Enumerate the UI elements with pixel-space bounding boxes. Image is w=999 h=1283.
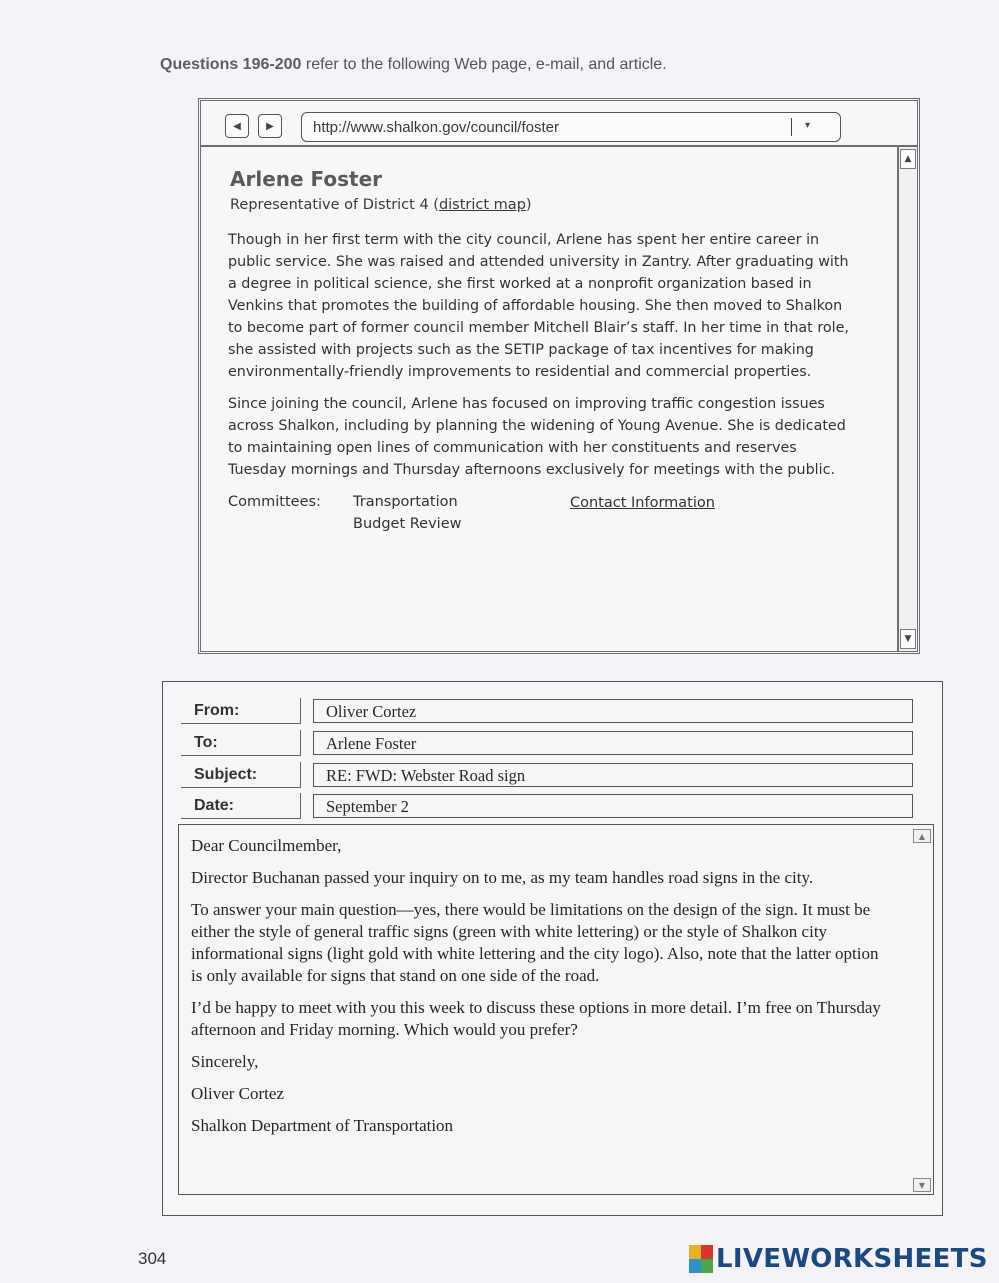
role-text: Representative of District 4 ( [230,197,439,213]
address-bar[interactable] [301,112,841,142]
date-field: September 2 [313,794,913,818]
email-paragraph-2: To answer your main question—yes, there would be limitations on the design of the sign. It must be either the style of general traffic signs (green with white lettering) or the style of Shalkon city informational signs (light gold with white lettering and the city logo). Also, note that the latter option is only available for signs that stand on one side of the road. [191,900,879,985]
bio-paragraph-2: Since joining the council, Arlene has focused on improving traffic congestion issues across Shalkon, including by planning the widening of Young Avenue. She is dedicated to maintaining open lines of communication with her constituents and reserves Tuesday mornings and Thursday afternoons exclusively for meetings with the public. [228,396,846,478]
committee-item: Transportation [353,494,458,510]
district-map-link[interactable]: district map [438,197,526,213]
committee-item: Budget Review [353,516,462,532]
district-subtitle [230,197,853,213]
email-greeting: Dear Councilmember, [191,836,342,855]
email-from-row [181,698,931,725]
email-body [178,824,934,1195]
vertical-scrollbar[interactable] [897,147,917,651]
liveworksheets-logo-icon [689,1245,713,1273]
browser-toolbar [201,101,917,147]
watermark-text: LIVEWORKSHEETS [716,1244,988,1274]
intro-text: refer to the following Web page, e-mail, and article. [305,56,667,73]
sender-name: Oliver Cortez [191,1084,284,1103]
web-page-content [228,167,853,535]
email-closing: Sincerely, [191,1052,259,1071]
forward-arrow-icon[interactable]: ▶ [258,114,282,138]
scroll-down-icon[interactable]: ▼ [913,1178,931,1192]
subject-label: Subject: [181,762,301,788]
scroll-down-icon[interactable]: ▼ [900,629,916,649]
from-label: From: [181,698,301,724]
logo-square [701,1259,713,1273]
committees-label: Committees: [228,494,321,510]
from-field: Oliver Cortez [313,699,913,723]
email-to-row [181,730,931,757]
to-field: Arlene Foster [313,731,913,755]
email-date-row [181,793,931,820]
scroll-up-icon[interactable]: ▲ [913,829,931,843]
logo-square [689,1245,701,1259]
date-label: Date: [181,793,301,819]
logo-square [701,1245,713,1259]
url-text: http://www.shalkon.gov/council/foster [313,119,559,136]
text-caret [791,118,793,136]
logo-square [689,1259,701,1273]
email-subject-row [181,762,931,789]
to-label: To: [181,730,301,756]
page-title: Arlene Foster [230,167,383,191]
sender-organization: Shalkon Department of Transportation [191,1116,454,1135]
bio-paragraph-1: Though in her first term with the city council, Arlene has spent her entire career in public service. She was raised and attended university in Zantry. After graduating with a degree in political science, she first worked at a nonprofit organization based in Venkins that promotes the building of affordable housing. She then moved to Shalkon to become part of former council member Mitchell Blair’s staff. In her time in that role, she assisted with projects such as the SETIP package of tax incentives for making environmentally-friendly improvements to residential and commercial properties. [228,232,849,380]
dropdown-arrow-icon[interactable]: ▾ [804,120,810,131]
subject-field: RE: FWD: Webster Road sign [313,763,913,787]
intro-line [160,56,667,74]
back-arrow-icon[interactable]: ◀ [225,114,249,138]
page-number: 304 [138,1249,167,1268]
contact-information-link[interactable]: Contact Information [570,495,715,511]
email-paragraph-3: I’d be happy to meet with you this week to discuss these options in more detail. I’m free on Thursday afternoon and Friday morning. Which would you prefer? [191,998,881,1039]
browser-window [198,98,920,654]
committee-list [353,491,462,535]
liveworksheets-watermark [689,1241,988,1277]
email-message [191,835,891,1147]
scroll-up-icon[interactable]: ▲ [900,149,916,169]
email-paragraph-1: Director Buchanan passed your inquiry on to me, as my team handles road signs in the city. [191,868,814,887]
role-suffix: ) [525,197,532,213]
committees-section [228,491,853,535]
question-range: Questions 196-200 [160,56,302,73]
email-window [162,681,943,1216]
